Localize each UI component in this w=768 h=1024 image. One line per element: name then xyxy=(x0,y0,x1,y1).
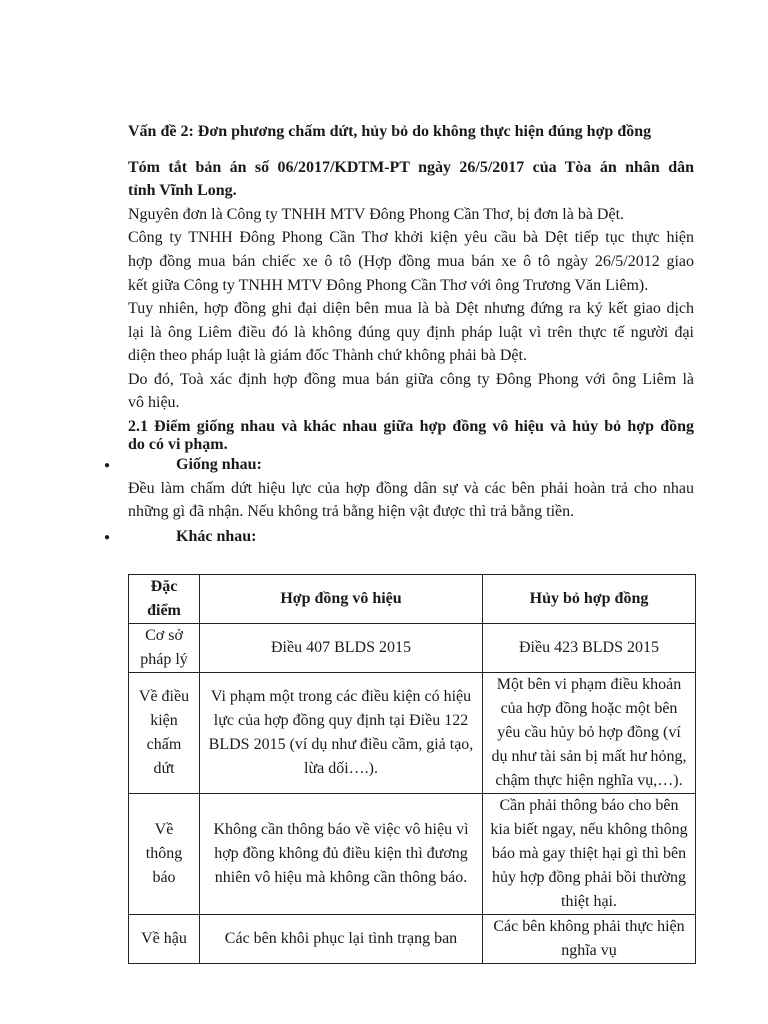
table-cell: Điều 423 BLDS 2015 xyxy=(483,624,696,673)
table-cell: Không cần thông báo về việc vô hiệu vì hợp đồng không đủ điều kiện thì đương nhiên vô hiệu mà không cần thông báo. xyxy=(200,794,483,915)
paragraph-line: Nguyên đơn là Công ty TNHH MTV Đông Phong Cần Thơ, bị đơn là bà Dệt. xyxy=(128,206,625,223)
table-header-cell: Đặc điểm xyxy=(129,575,200,624)
paragraph-line: Tuy nhiên, hợp đồng ghi đại diện bên mua là bà Dệt nhưng đứng ra ký kết giao dịch xyxy=(128,300,694,317)
similar-label: Giống nhau: xyxy=(176,456,262,473)
table-row xyxy=(129,915,696,964)
paragraph-line: diện theo pháp luật là giám đốc Thành chứ không phải bà Dệt. xyxy=(128,347,527,364)
table-row xyxy=(129,673,696,794)
summary-title-line-2: tỉnh Vĩnh Long. xyxy=(128,182,237,199)
paragraph-line: Công ty TNHH Đông Phong Cần Thơ khởi kiện yêu cầu bà Dệt tiếp tục thực hiện xyxy=(128,229,694,246)
issue-heading: Vấn đề 2: Đơn phương chấm dứt, hủy bỏ do không thực hiện đúng hợp đồng xyxy=(128,123,652,140)
paragraph-line: Do đó, Toà xác định hợp đồng mua bán giữa công ty Đông Phong với ông Liêm là xyxy=(128,371,694,388)
table-cell: Về điều kiện chấm dứt xyxy=(129,673,200,794)
section-title-line-1: 2.1 Điểm giống nhau và khác nhau giữa hợp đồng vô hiệu và hủy bỏ hợp đồng xyxy=(128,418,694,435)
summary-title-line-1: Tóm tắt bản án số 06/2017/KDTM-PT ngày 26/5/2017 của Tòa án nhân dân xyxy=(128,159,694,176)
table-cell: Về thông báo xyxy=(129,794,200,915)
table-cell: Cơ sở pháp lý xyxy=(129,624,200,673)
table-header-cell: Hợp đồng vô hiệu xyxy=(200,575,483,624)
comparison-table xyxy=(128,574,696,964)
paragraph-line: vô hiệu. xyxy=(128,394,180,411)
paragraph-line: kết giữa Công ty TNHH MTV Đông Phong Cần Thơ với ông Trương Văn Liêm). xyxy=(128,277,649,294)
paragraph-line: hợp đồng mua bán chiếc xe ô tô (Hợp đồng mua bán xe ô tô ngày 26/5/2012 giao xyxy=(128,253,694,270)
table-header-row xyxy=(129,575,696,624)
bullet-icon: ● xyxy=(104,532,111,543)
table-row xyxy=(129,624,696,673)
table-header-cell: Hủy bỏ hợp đồng xyxy=(483,575,696,624)
similar-text-line: Đều làm chấm dứt hiệu lực của hợp đồng dân sự và các bên phải hoàn trả cho nhau xyxy=(128,480,694,497)
table-cell: Vi phạm một trong các điều kiện có hiệu lực của hợp đồng quy định tại Điều 122 BLDS 2015 (ví dụ như điều cầm, giả tạo, lừa dối….). xyxy=(200,673,483,794)
similar-text-line: những gì đã nhận. Nếu không trả bằng hiện vật được thì trả bằng tiền. xyxy=(128,503,575,520)
table-cell: Điều 407 BLDS 2015 xyxy=(200,624,483,673)
table-cell: Về hậu xyxy=(129,915,200,964)
paragraph-line: lại là ông Liêm điều đó là không đúng quy định pháp luật vì trên thực tế người đại xyxy=(128,324,694,341)
table-cell: Các bên khôi phục lại tình trạng ban xyxy=(200,915,483,964)
table-cell: Cần phải thông báo cho bên kia biết ngay, nếu không thông báo mà gay thiệt hại gì thì bên hủy hợp đồng phải bồi thường thiệt hại. xyxy=(483,794,696,915)
table-cell: Một bên vi phạm điều khoản của hợp đồng hoặc một bên yêu cầu hủy bỏ hợp đồng (ví dụ như tài sản bị mất hư hỏng, chậm thực hiện nghĩa vụ,…). xyxy=(483,673,696,794)
table-cell: Các bên không phải thực hiện nghĩa vụ xyxy=(483,915,696,964)
bullet-icon: ● xyxy=(104,460,111,471)
table-row xyxy=(129,794,696,915)
section-title-line-2: do có vi phạm. xyxy=(128,436,228,453)
different-label: Khác nhau: xyxy=(176,528,257,545)
